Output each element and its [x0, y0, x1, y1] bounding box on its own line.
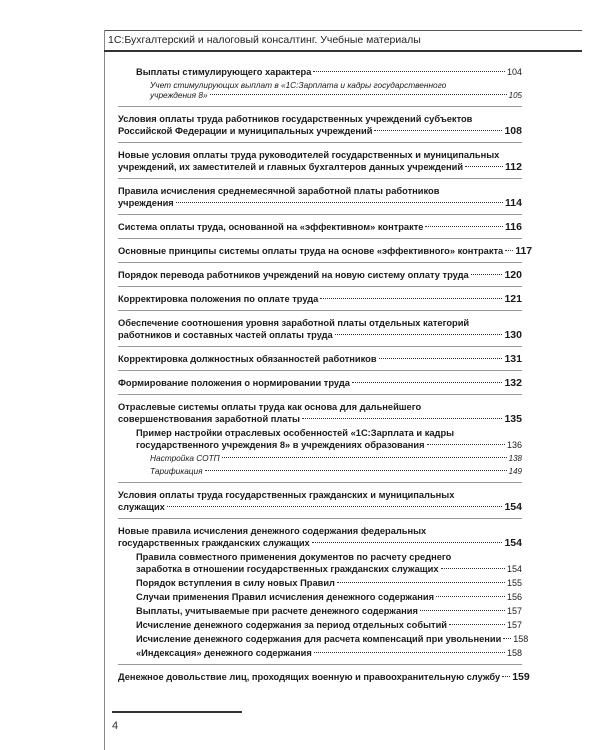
leader-dots: [176, 202, 503, 203]
toc-entry-title: служащих: [118, 502, 165, 512]
toc-entry-title: Случаи применения Правил исчисления денежного содержания: [136, 592, 435, 602]
toc-entry-title: Корректировка должностных обязанностей работников: [118, 354, 377, 364]
leader-dots: [503, 638, 511, 639]
leader-dots: [313, 71, 505, 72]
toc-entry[interactable]: [118, 185, 522, 209]
toc-page-number: 112: [505, 161, 522, 173]
toc-page-number: 136: [506, 440, 522, 450]
section-divider: [118, 394, 522, 395]
leader-dots: [314, 652, 505, 653]
toc-entry-title: Российской Федерации и муниципальных учреждений: [118, 126, 373, 136]
toc-entry-title: Пример настройки отраслевых особенностей «1С:Зарплата и кадры: [136, 428, 455, 438]
toc-page-number: 157: [506, 606, 522, 616]
toc-entry-title: Отраслевые системы оплаты труда как основа для дальнейшего: [118, 402, 422, 412]
toc-page-number: 155: [506, 578, 522, 588]
toc-entry-title: заработка в отношении государственных гражданских служащих: [136, 564, 439, 574]
toc-entry-title: Порядок перевода работников учреждений на новую систему оплату труда: [118, 270, 469, 280]
toc-page-number: 158: [506, 648, 522, 658]
toc-entry[interactable]: [118, 66, 522, 78]
toc-page-number: 154: [504, 501, 522, 513]
toc-entry-title: Новые условия оплаты труда руководителей государственных и муниципальных: [118, 150, 500, 160]
toc-entry[interactable]: [118, 647, 522, 659]
leader-dots: [302, 418, 503, 419]
section-divider: [118, 370, 522, 371]
toc-entry[interactable]: [118, 605, 522, 617]
leader-dots: [205, 470, 507, 471]
toc-entry-title: совершенствования заработной платы: [118, 414, 300, 424]
toc-entry[interactable]: [118, 551, 522, 575]
toc-page-number: 130: [504, 329, 522, 341]
leader-dots: [505, 250, 513, 251]
toc-entry[interactable]: [118, 466, 522, 477]
toc-entry-title: Система оплаты труда, основанной на «эффективном» контракте: [118, 222, 424, 232]
toc-entry[interactable]: [118, 671, 530, 683]
toc-page-number: 135: [504, 413, 522, 425]
toc-entry-title: Условия оплаты труда государственных гражданских и муниципальных: [118, 490, 455, 500]
leader-dots: [312, 542, 503, 543]
toc-entry[interactable]: [118, 427, 522, 451]
leader-dots: [352, 382, 503, 383]
table-of-contents: [118, 66, 533, 685]
toc-entry-title: Выплаты стимулирующего характера: [136, 67, 312, 77]
toc-entry[interactable]: [118, 269, 522, 281]
toc-entry-title: Формирование положения о нормировании труда: [118, 378, 350, 388]
leader-dots: [465, 166, 503, 167]
leader-dots: [379, 358, 503, 359]
toc-entry[interactable]: [118, 80, 522, 101]
toc-page-number: 121: [504, 293, 522, 305]
leader-dots: [441, 568, 505, 569]
toc-entry[interactable]: [118, 489, 522, 513]
toc-entry[interactable]: [118, 453, 522, 464]
leader-dots: [167, 506, 503, 507]
toc-entry[interactable]: [118, 633, 529, 645]
page-top-border: [104, 30, 582, 31]
toc-entry-title: Исчисление денежного содержания за период отдельных событий: [136, 620, 448, 630]
toc-page-number: 149: [508, 467, 522, 476]
toc-page-number: 114: [505, 197, 522, 209]
toc-page-number: 157: [506, 620, 522, 630]
page-number: 4: [112, 720, 119, 732]
toc-entry-title: Настройка СОТП: [150, 453, 220, 463]
toc-entry[interactable]: [118, 293, 522, 305]
toc-entry-title: учреждений, их заместителей и главных бухгалтеров данных учреждений: [118, 162, 464, 172]
toc-page-number: 104: [506, 67, 522, 77]
leader-dots: [420, 610, 505, 611]
toc-page-number: 131: [504, 353, 522, 365]
toc-page-number: 158: [513, 634, 529, 644]
leader-dots: [427, 444, 505, 445]
section-divider: [118, 238, 522, 239]
section-divider: [118, 286, 522, 287]
toc-entry[interactable]: [118, 317, 522, 341]
toc-entry[interactable]: [118, 525, 522, 549]
section-divider: [118, 310, 522, 311]
leader-dots: [337, 582, 505, 583]
toc-entry[interactable]: [118, 591, 522, 603]
toc-entry-title: Учет стимулирующих выплат в «1С:Зарплата и кадры государственного: [150, 80, 447, 90]
toc-page-number: 159: [512, 671, 530, 683]
leader-dots: [210, 94, 507, 95]
page-left-border: [104, 30, 105, 750]
toc-entry-title: Правила совместного применения документов по расчету среднего: [136, 552, 452, 562]
toc-entry-title: работников и составных частей оплаты труда: [118, 330, 333, 340]
section-divider: [118, 518, 522, 519]
toc-entry[interactable]: [118, 221, 522, 233]
toc-entry[interactable]: [118, 113, 522, 137]
toc-entry-title: Основные принципы системы оплаты труда на основе «эффективного» контракта: [118, 246, 504, 256]
section-divider: [118, 664, 522, 665]
toc-entry-title: Корректировка положения по оплате труда: [118, 294, 319, 304]
toc-page-number: 105: [508, 91, 522, 100]
leader-dots: [449, 624, 505, 625]
toc-entry-title: Обеспечение соотношения уровня заработной платы отдельных категорий: [118, 318, 470, 328]
leader-dots: [502, 676, 510, 677]
header-rule: [104, 50, 582, 52]
toc-entry[interactable]: [118, 401, 522, 425]
toc-page-number: 120: [504, 269, 522, 281]
toc-entry-title: учреждения 8»: [150, 90, 208, 100]
footer-rule: [112, 711, 242, 713]
toc-entry-title: Правила исчисления среднемесячной заработной платы работников: [118, 186, 440, 196]
toc-entry[interactable]: [118, 245, 533, 257]
toc-entry[interactable]: [118, 619, 522, 631]
toc-entry-title: государственного учреждения 8» в учреждениях образования: [136, 440, 425, 450]
toc-entry-title: «Индексация» денежного содержания: [136, 648, 312, 658]
section-divider: [118, 482, 522, 483]
toc-page-number: 154: [506, 564, 522, 574]
running-header: 1С:Бухгалтерский и налоговый консалтинг. Учебные материалы: [108, 34, 421, 46]
leader-dots: [425, 226, 503, 227]
leader-dots: [471, 274, 503, 275]
toc-entry-title: Тарификация: [150, 466, 203, 476]
toc-entry[interactable]: [118, 353, 522, 365]
leader-dots: [320, 298, 502, 299]
toc-entry-title: Выплаты, учитываемые при расчете денежного содержания: [136, 606, 418, 616]
toc-entry[interactable]: [118, 377, 522, 389]
leader-dots: [374, 130, 502, 131]
section-divider: [118, 178, 522, 179]
toc-entry-title: Порядок вступления в силу новых Правил: [136, 578, 335, 588]
leader-dots: [335, 334, 503, 335]
toc-entry[interactable]: [118, 577, 522, 589]
toc-entry-title: государственных гражданских служащих: [118, 538, 310, 548]
toc-entry-title: Денежное довольствие лиц, проходящих военную и правоохранительную службу: [118, 672, 501, 682]
leader-dots: [222, 457, 507, 458]
toc-page-number: 138: [508, 454, 522, 463]
section-divider: [118, 142, 522, 143]
toc-entry-title: Новые правила исчисления денежного содержания федеральных: [118, 526, 427, 536]
toc-page-number: 156: [506, 592, 522, 602]
section-divider: [118, 106, 522, 107]
toc-page-number: 154: [504, 537, 522, 549]
toc-entry-title: учреждения: [118, 198, 174, 208]
section-divider: [118, 214, 522, 215]
leader-dots: [436, 596, 505, 597]
section-divider: [118, 262, 522, 263]
section-divider: [118, 346, 522, 347]
toc-page-number: 117: [515, 245, 533, 257]
toc-entry-title: Условия оплаты труда работников государственных учреждений субъектов: [118, 114, 473, 124]
toc-page-number: 132: [504, 377, 522, 389]
toc-entry-title: Исчисление денежного содержания для расчета компенсаций при увольнении: [136, 634, 502, 644]
toc-page-number: 108: [504, 125, 522, 137]
toc-entry[interactable]: [118, 149, 522, 173]
toc-page-number: 116: [505, 221, 522, 233]
